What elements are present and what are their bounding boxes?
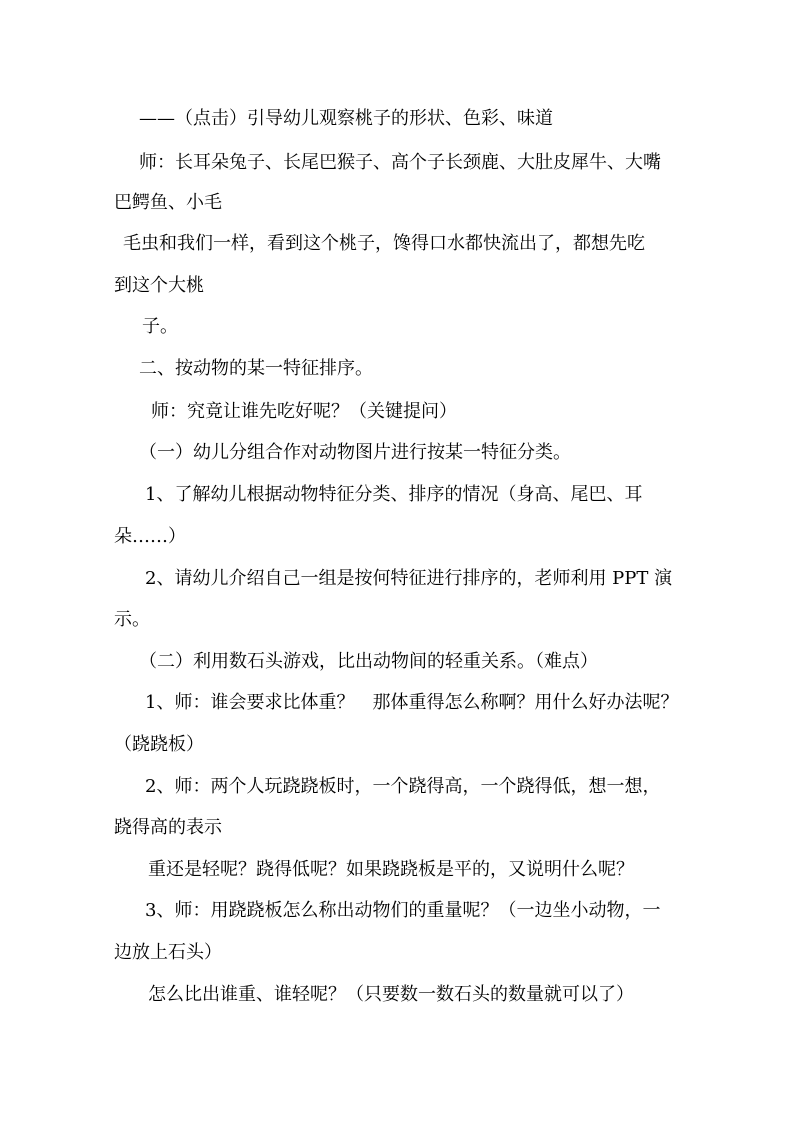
text-line: 2、师：两个人玩跷跷板时，一个跷得高，一个跷得低，想一想， — [145, 776, 661, 797]
text-line: 1、了解幼儿根据动物特征分类、排序的情况（身高、尾巴、耳 — [145, 484, 643, 505]
text-line: 巴鳄鱼、小毛 — [114, 192, 222, 213]
text-line: （二）利用数石头游戏，比出动物间的轻重关系。（难点） — [139, 651, 598, 672]
text-line: 师：究竟让谁先吃好呢？（关键提问） — [151, 401, 457, 422]
text-line: 边放上石头） — [114, 942, 222, 963]
text-line: 师：长耳朵兔子、长尾巴猴子、高个子长颈鹿、大肚皮犀牛、大嘴 — [139, 152, 661, 173]
text-line: 到这个大桃 — [114, 275, 204, 296]
text-line: 毛虫和我们一样，看到这个桃子，馋得口水都快流出了，都想先吃 — [123, 233, 645, 254]
text-line: 1、师：谁会要求比体重？ 那体重得怎么称啊？用什么好办法呢？ — [145, 692, 679, 713]
text-line: 朵……） — [114, 526, 186, 547]
text-line: 2、请幼儿介绍自己一组是按何特征进行排序的，老师利用 PPT 演 — [145, 568, 673, 589]
text-line: 跷得高的表示 — [114, 817, 222, 838]
text-line: 怎么比出谁重、谁轻呢？（只要数一数石头的数量就可以了） — [148, 984, 634, 1005]
text-line: ——（点击）引导幼儿观察桃子的形状、色彩、味道 — [139, 108, 553, 129]
text-line: （跷跷板） — [114, 734, 204, 755]
text-line: （一）幼儿分组合作对动物图片进行按某一特征分类。 — [139, 442, 571, 463]
text-line: 3、师：用跷跷板怎么称出动物们的重量呢？（一边坐小动物，一 — [145, 900, 661, 921]
text-line: 子。 — [142, 316, 178, 337]
text-line: 示。 — [114, 609, 150, 630]
section-heading: 二、按动物的某一特征排序。 — [139, 358, 373, 379]
text-line: 重还是轻呢？跷得低呢？如果跷跷板是平的，又说明什么呢？ — [148, 859, 634, 880]
